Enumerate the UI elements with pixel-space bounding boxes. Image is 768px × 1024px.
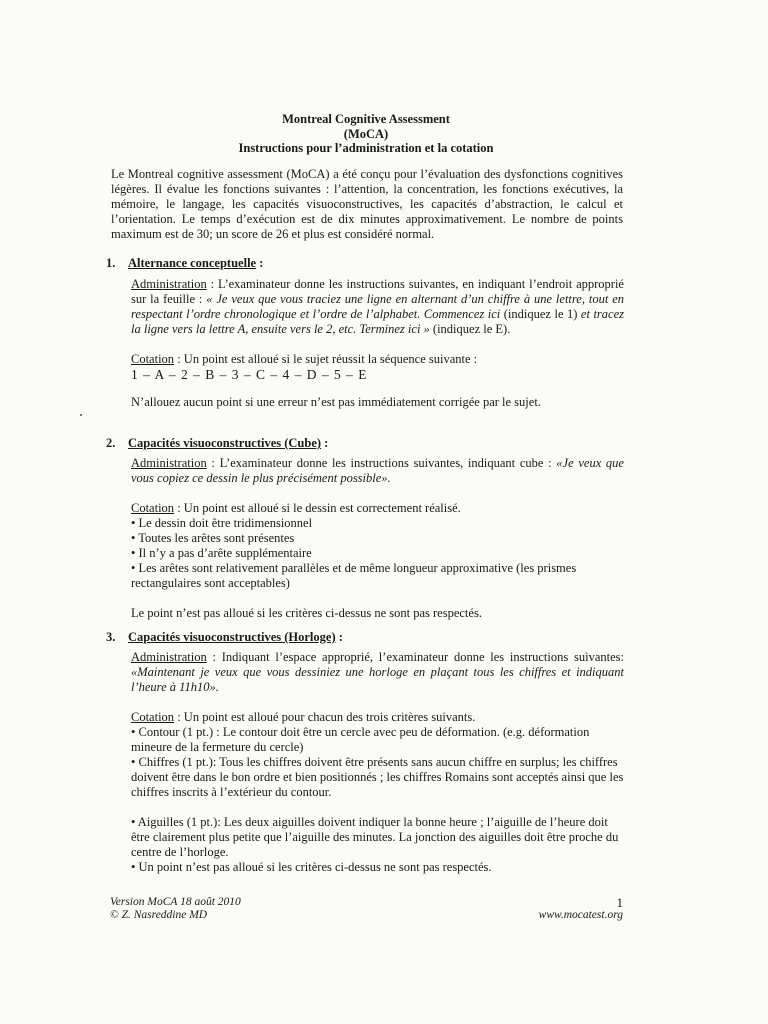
section-heading: [106, 256, 626, 271]
cotation-text: : Un point est alloué pour chacun des trois critères suivants.: [174, 710, 476, 724]
administration-paragraph: Administration : Indiquant l’espace approprié, l’examinateur donne les instructions suivantes: «Maintenant je veux que vous dessiniez une horloge en plaçant tous les chiffres et indiquant l’heure à 11h10».: [131, 650, 624, 694]
cotation-paragraph: [131, 710, 624, 725]
administration-quote: «Je veux que vous copiez ce dessin le plus précisément possible».: [131, 456, 624, 485]
cotation-label: Cotation: [131, 501, 175, 515]
cotation-text: : Un point est alloué si le sujet réussit la séquence suivante :: [174, 352, 478, 366]
cotation-paragraph: [131, 501, 624, 516]
section-heading: [106, 630, 626, 645]
page-number: 1: [616, 895, 623, 910]
footer-left: [110, 896, 241, 922]
section-number: 3.: [106, 630, 116, 644]
trail-sequence: 1 – A – 2 – B – 3 – C – 4 – D – 5 – E: [131, 367, 368, 382]
title-line-2: (MoCA): [343, 126, 389, 141]
section-title: Alternance conceptuelle: [128, 256, 257, 270]
section-alternance: [106, 256, 626, 410]
criterion-bullet: • Le dessin doit être tridimensionnel: [131, 516, 313, 530]
administration-label: Administration: [131, 456, 207, 470]
title-line-1: Montreal Cognitive Assessment: [282, 112, 450, 126]
criterion-bullet: • Toutes les arêtes sont présentes: [131, 531, 295, 545]
section-body: [131, 650, 624, 875]
criterion-bullet: • Aiguilles (1 pt.): Les deux aiguilles doivent indiquer la bonne heure ; l’aiguille de l’heure doit être clairement plus petite que l’aiguille des minutes. La jonction des aiguilles doit être proche du centre de l’horloge.: [131, 815, 619, 859]
footer-website: www.mocatest.org: [538, 909, 623, 921]
cotation-text: : Un point est alloué si le dessin est correctement réalisé.: [174, 501, 461, 515]
administration-quote: «Maintenant je veux que vous dessiniez une horloge en plaçant tous les chiffres et indiquant l’heure à 11h10».: [131, 665, 624, 694]
administration-quote-2: et tracez la ligne vers la lettre A, ensuite vers le 2, etc. Terminez ici »: [131, 307, 624, 336]
section-number: 1.: [106, 256, 116, 270]
section-title: Capacités visuoconstructives (Horloge): [128, 630, 336, 644]
criterion-bullet: • Un point n’est pas alloué si les critères ci-dessus ne sont pas respectés.: [131, 860, 492, 874]
criterion-bullet: • Chiffres (1 pt.): Tous les chiffres doivent être présents sans aucun chiffre en surplus; les chiffres doivent être dans le bon ordre et bien positionnés ; les chiffres Romains sont acceptés ainsi que les chiffres inscrits à l’extérieur du contour.: [131, 755, 624, 799]
section-number: 2.: [106, 436, 116, 450]
administration-text: Indiquant l’espace approprié, l’examinateur donne les instructions suivantes:: [221, 650, 624, 664]
cotation-label: Cotation: [131, 352, 175, 366]
administration-paragraph: Administration : L’examinateur donne les instructions suivantes, en indiquant l’endroit approprié sur la feuille : « Je veux que vous traciez une ligne en alternant d’un chiffre à une lettre, tout en respectant l’ordre chronologique et l’ordre de l’alphabet. Commencez ici (indiquez le 1) et tracez la ligne vers la lettre A, ensuite vers le 2, etc. Terminez ici » (indiquez le E).: [131, 277, 624, 336]
section-title-suffix: :: [256, 256, 264, 270]
footer-version: Version MoCA 18 août 2010: [110, 896, 241, 908]
administration-paragraph: Administration : L’examinateur donne les instructions suivantes, indiquant cube : «Je veux que vous copiez ce dessin le plus précisément possible».: [131, 456, 624, 485]
cotation-label: Cotation: [131, 710, 175, 724]
section-heading: [106, 436, 626, 451]
section-title-suffix: :: [321, 436, 329, 450]
administration-text: L’examinateur donne les instructions suivantes, indiquant cube :: [219, 456, 557, 470]
criterion-bullet: • Contour (1 pt.) : Le contour doit être un cercle avec peu de déformation. (e.g. déformation mineure de la fermeture du cercle): [131, 725, 590, 754]
intro-paragraph: Le Montreal cognitive assessment (MoCA) a été conçu pour l’évaluation des dysfonctions cognitives légères. Il évalue les fonctions suivantes : l’attention, la concentration, les fonctions exécutives, la mémoire, le langage, les capacités visuoconstructives, les capacités d’abstraction, le calcul et l’orientation. Le temps d’exécution est de dix minutes approximativement. Le nombre de points maximum est de 30; un score de 26 et plus est considéré normal.: [111, 167, 623, 241]
administration-label: Administration: [131, 650, 207, 664]
administration-text: L’examinateur donne les instructions suivantes, en indiquant l’endroit approprié sur la feuille :: [131, 277, 624, 306]
document-title: [0, 112, 732, 156]
criterion-bullet: • Les arêtes sont relativement parallèles et de même longueur approximative (les prismes rectangulaires sont acceptables): [131, 561, 577, 590]
scan-speck: [80, 414, 82, 416]
title-line-3: Instructions pour l’administration et la cotation: [238, 141, 494, 155]
section-note: Le point n’est pas alloué si les critères ci-dessus ne sont pas respectés.: [131, 606, 482, 620]
section-title: Capacités visuoconstructives (Cube): [128, 436, 322, 450]
criterion-bullet: • Il n’y a pas d’arête supplémentaire: [131, 546, 312, 560]
footer-author: © Z. Nasreddine MD: [110, 909, 208, 921]
section-body: [131, 456, 624, 621]
section-note: N’allouez aucun point si une erreur n’est pas immédiatement corrigée par le sujet.: [131, 395, 541, 409]
cotation-paragraph: [131, 352, 624, 367]
section-body: [131, 277, 624, 410]
administration-label: Administration: [131, 277, 207, 291]
section-cube: [106, 436, 626, 621]
footer-right: [480, 896, 623, 922]
section-clock: [106, 630, 626, 875]
section-title-suffix: :: [335, 630, 343, 644]
administration-quote: « Je veux que vous traciez une ligne en alternant d’un chiffre à une lettre, tout en respectant l’ordre chronologique et l’ordre de l’alphabet. Commencez ici: [131, 292, 624, 321]
